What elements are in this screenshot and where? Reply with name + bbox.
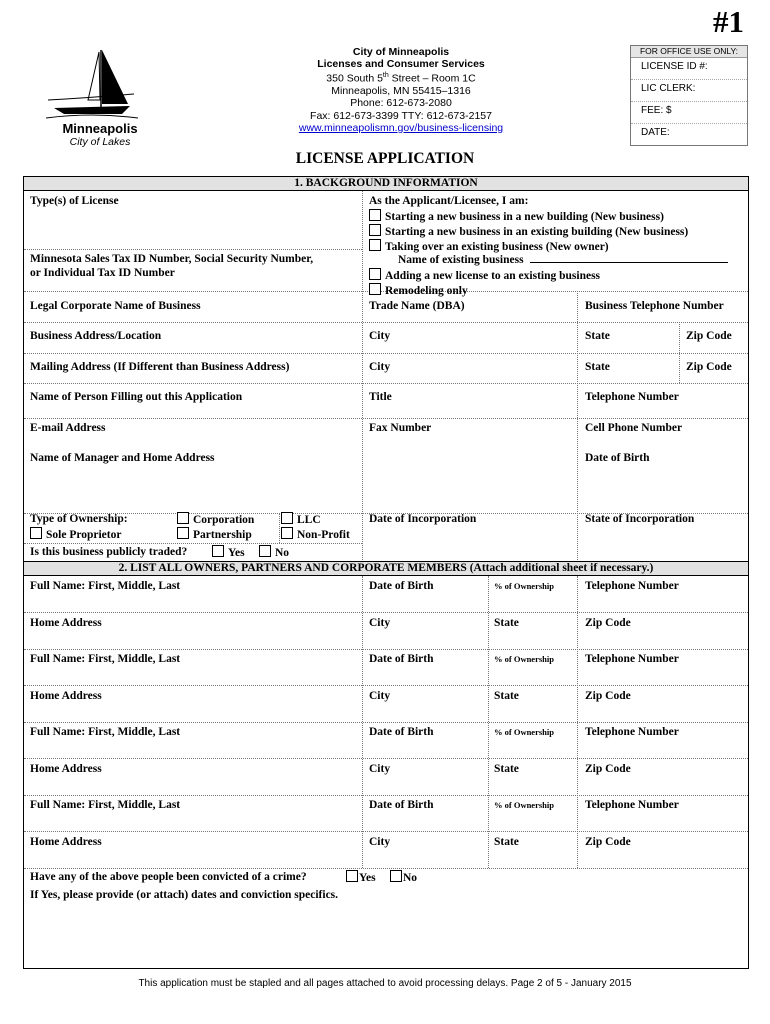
owner3-state-label: State <box>494 763 519 775</box>
agency-fax: Fax: 612-673-3399 TTY: 612-673-2157 <box>310 109 492 122</box>
owner4-pct-label: % of Ownership <box>494 800 554 810</box>
telephone-label: Telephone Number <box>585 391 679 403</box>
footer-note: This application must be stapled and all pages attached to avoid processing delays. Page 2 of 5 - January 2015 <box>138 978 632 989</box>
owner4-dob-label: Date of Birth <box>369 799 434 811</box>
checkbox[interactable] <box>369 268 381 280</box>
corporation-option[interactable]: Corporation <box>177 512 254 527</box>
owner2-address-label: Home Address <box>30 690 102 702</box>
checkbox[interactable] <box>212 545 224 557</box>
fee-field[interactable]: FEE: $ <box>631 102 747 124</box>
llc-option[interactable]: LLC <box>281 512 321 527</box>
checkbox[interactable] <box>369 224 381 236</box>
page-number: #1 <box>713 4 744 39</box>
email-label: E-mail Address <box>30 422 106 434</box>
nonprofit-option[interactable]: Non-Profit <box>281 527 350 542</box>
agency-website-link[interactable]: www.minneapolismn.gov/business-licensing <box>298 121 504 134</box>
person-filling-label: Name of Person Filling out this Application <box>30 391 243 403</box>
applicant-heading: As the Applicant/Licensee, I am: <box>369 195 529 207</box>
city-label: City <box>369 330 391 342</box>
owner2-name-label: Full Name: First, Middle, Last <box>30 653 181 665</box>
owner3-pct-label: % of Ownership <box>494 727 554 737</box>
agency-dept: Licenses and Consumer Services <box>317 58 485 71</box>
owner1-state-label: State <box>494 617 519 629</box>
owner3-zip-label: Zip Code <box>585 763 631 775</box>
owner1-address-label: Home Address <box>30 617 102 629</box>
option-adding-license[interactable]: Adding a new license to an existing business <box>369 268 600 283</box>
date-field[interactable]: DATE: <box>641 127 670 138</box>
owner1-pct-label: % of Ownership <box>494 581 554 591</box>
owner1-phone-label: Telephone Number <box>585 580 679 592</box>
agency-org: City of Minneapolis <box>352 46 450 58</box>
title-label: Title <box>369 391 392 403</box>
mailing-address-label: Mailing Address (If Different than Business Address) <box>30 361 290 373</box>
publicly-traded-no[interactable]: No <box>259 545 289 560</box>
state-label: State <box>585 330 610 342</box>
tax-id-label-2: or Individual Tax ID Number <box>30 267 175 279</box>
checkbox[interactable] <box>346 870 358 882</box>
mailing-state-label: State <box>585 361 610 373</box>
state-incorporation-label: State of Incorporation <box>585 513 695 525</box>
checkbox[interactable] <box>30 527 42 539</box>
checkbox[interactable] <box>177 512 189 524</box>
option-new-business-new-building[interactable]: Starting a new business in a new building (New business) <box>369 209 664 224</box>
option-taking-over[interactable]: Taking over an existing business (New owner) <box>369 239 609 254</box>
owner1-city-label: City <box>369 617 391 629</box>
owner3-name-label: Full Name: First, Middle, Last <box>30 726 181 738</box>
business-phone-label: Business Telephone Number <box>585 300 724 312</box>
conviction-question: Have any of the above people been convicted of a crime? <box>30 871 307 883</box>
sole-proprietor-option[interactable]: Sole Proprietor <box>30 527 121 542</box>
conviction-no[interactable]: No <box>390 870 417 885</box>
owner2-phone-label: Telephone Number <box>585 653 679 665</box>
conviction-details-label: If Yes, please provide (or attach) dates and conviction specifics. <box>30 889 339 901</box>
publicly-traded-question: Is this business publicly traded? <box>30 546 188 558</box>
legal-name-label: Legal Corporate Name of Business <box>30 300 201 312</box>
agency-city: Minneapolis, MN 55415–1316 <box>331 85 471 98</box>
office-use-box <box>630 45 748 146</box>
owner2-dob-label: Date of Birth <box>369 653 434 665</box>
date-incorporation-label: Date of Incorporation <box>369 513 477 525</box>
zip-label: Zip Code <box>686 330 732 342</box>
agency-address: 350 South 5th Street – Room 1C <box>326 72 476 85</box>
agency-header <box>270 46 532 134</box>
types-of-license-label: Type(s) of License <box>30 195 119 207</box>
business-address-label: Business Address/Location <box>30 330 162 342</box>
owner4-name-label: Full Name: First, Middle, Last <box>30 799 181 811</box>
mailing-city-label: City <box>369 361 391 373</box>
checkbox[interactable] <box>259 545 271 557</box>
manager-dob-label: Date of Birth <box>585 452 650 464</box>
checkbox[interactable] <box>281 527 293 539</box>
owner1-name-label: Full Name: First, Middle, Last <box>30 580 181 592</box>
mailing-zip-label: Zip Code <box>686 361 732 373</box>
ownership-type-label: Type of Ownership: <box>30 513 128 525</box>
option-new-business-existing-building[interactable]: Starting a new business in an existing building (New business) <box>369 224 688 239</box>
logo-tagline: City of Lakes <box>69 136 131 148</box>
checkbox[interactable] <box>390 870 402 882</box>
application-form <box>23 176 749 969</box>
option-remodeling[interactable]: Remodeling only <box>369 283 468 298</box>
section1-heading: 1. BACKGROUND INFORMATION <box>24 177 748 191</box>
logo-text <box>46 122 154 148</box>
owner3-dob-label: Date of Birth <box>369 726 434 738</box>
section2-heading: 2. LIST ALL OWNERS, PARTNERS AND CORPORATE MEMBERS (Attach additional sheet if necessary.) <box>24 561 748 576</box>
checkbox[interactable] <box>177 527 189 539</box>
license-id-field[interactable]: LICENSE ID #: <box>631 58 747 80</box>
owner2-zip-label: Zip Code <box>585 690 631 702</box>
owner4-phone-label: Telephone Number <box>585 799 679 811</box>
tax-id-label-1: Minnesota Sales Tax ID Number, Social Security Number, <box>30 253 314 265</box>
partnership-option[interactable]: Partnership <box>177 527 252 542</box>
owner2-state-label: State <box>494 690 519 702</box>
publicly-traded-yes[interactable]: Yes <box>212 545 245 560</box>
owner4-city-label: City <box>369 836 391 848</box>
sailboat-logo-icon <box>44 48 140 124</box>
checkbox[interactable] <box>369 283 381 295</box>
owner3-city-label: City <box>369 763 391 775</box>
checkbox[interactable] <box>369 209 381 221</box>
conviction-yes[interactable]: Yes <box>346 870 376 885</box>
owner2-pct-label: % of Ownership <box>494 654 554 664</box>
lic-clerk-field[interactable]: LIC CLERK: <box>631 80 747 102</box>
page-title: LICENSE APPLICATION <box>295 150 475 167</box>
owner4-zip-label: Zip Code <box>585 836 631 848</box>
owner1-dob-label: Date of Birth <box>369 580 434 592</box>
owner1-zip-label: Zip Code <box>585 617 631 629</box>
owner3-address-label: Home Address <box>30 763 102 775</box>
cell-phone-label: Cell Phone Number <box>585 422 683 434</box>
office-use-header: FOR OFFICE USE ONLY: <box>631 46 747 58</box>
owner3-phone-label: Telephone Number <box>585 726 679 738</box>
agency-phone: Phone: 612-673-2080 <box>350 97 452 110</box>
logo-name: Minneapolis <box>62 121 138 136</box>
manager-label: Name of Manager and Home Address <box>30 452 215 464</box>
owner2-city-label: City <box>369 690 391 702</box>
fax-label: Fax Number <box>369 422 432 434</box>
checkbox[interactable] <box>281 512 293 524</box>
owner4-address-label: Home Address <box>30 836 102 848</box>
owner4-state-label: State <box>494 836 519 848</box>
existing-business-name-field[interactable]: Name of existing business <box>398 253 728 267</box>
checkbox[interactable] <box>369 239 381 251</box>
trade-name-label: Trade Name (DBA) <box>369 300 465 312</box>
